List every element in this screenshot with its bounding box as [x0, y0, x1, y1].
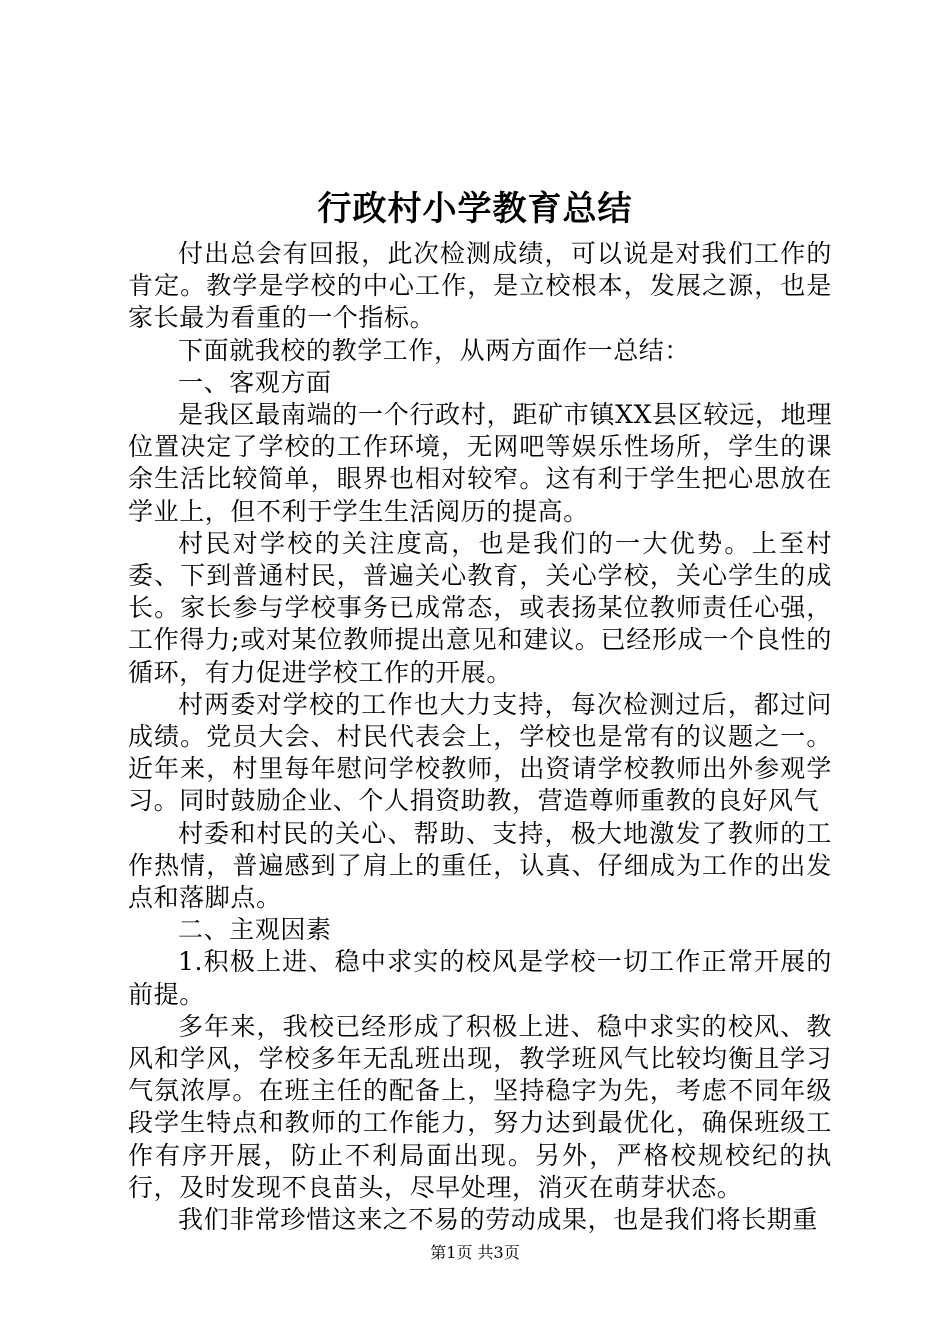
paragraph: 我们非常珍惜这来之不易的劳动成果，也是我们将长期重 — [178, 1205, 819, 1235]
paragraph: 多年来，我校已经形成了积极上进、稳中求实的校风、教风和学风，学校多年无乱班出现，教学班风气比较均衡且学习气氛浓厚。在班主任的配备上，坚持稳字为先，考虑不同年级段学生特点和教师的工作能力，努力达到最优化，确保班级工作有序开展，防止不利局面出现。另外，严格校规校纪的执行，及时发现不良苗头，尽早处理，消灭在萌芽状态。 — [128, 1011, 832, 1202]
paragraph: 下面就我校的教学工作，从两方面作一总结： — [178, 335, 691, 365]
document-title: 行政村小学教育总结 — [317, 189, 633, 229]
section-heading: 二、主观因素 — [178, 915, 332, 945]
paragraph: 是我区最南端的一个行政村，距矿市镇XX县区较远，地理位置决定了学校的工作环境，无网吧等娱乐性场所，学生的课余生活比较简单，眼界也相对较窄。这有利于学生把心思放在学业上，但不利于学生生活阅历的提高。 — [128, 400, 832, 526]
subsection-heading: 1.积极上进、稳中求实的校风是学校一切工作正常开展的前提。 — [128, 947, 832, 1009]
section-heading: 一、客观方面 — [178, 367, 332, 397]
paragraph: 村委和村民的关心、帮助、支持，极大地激发了教师的工作热情，普遍感到了肩上的重任，认真、仔细成为工作的出发点和落脚点。 — [128, 818, 832, 913]
paragraph: 付出总会有回报，此次检测成绩，可以说是对我们工作的肯定。教学是学校的中心工作，是立校根本，发展之源，也是家长最为看重的一个指标。 — [128, 239, 832, 333]
paragraph: 村民对学校的关注度高，也是我们的一大优势。上至村委、下到普通村民，普遍关心教育，关心学校，关心学生的成长。家长参与学校事务已成常态，或表扬某位教师责任心强，工作得力;或对某位教师提出意见和建议。已经形成一个良性的循环，有力促进学校工作的开展。 — [128, 528, 832, 687]
document-body — [128, 238, 832, 1236]
page-number-footer: 第1页 共3页 — [430, 1243, 520, 1262]
paragraph: 村两委对学校的工作也大力支持，每次检测过后，都过问成绩。党员大会、村民代表会上，学校也是常有的议题之一。近年来，村里每年慰问学校教师，出资请学校教师出外参观学习。同时鼓励企业、个人捐资助教，营造尊师重教的良好风气 — [128, 689, 832, 816]
